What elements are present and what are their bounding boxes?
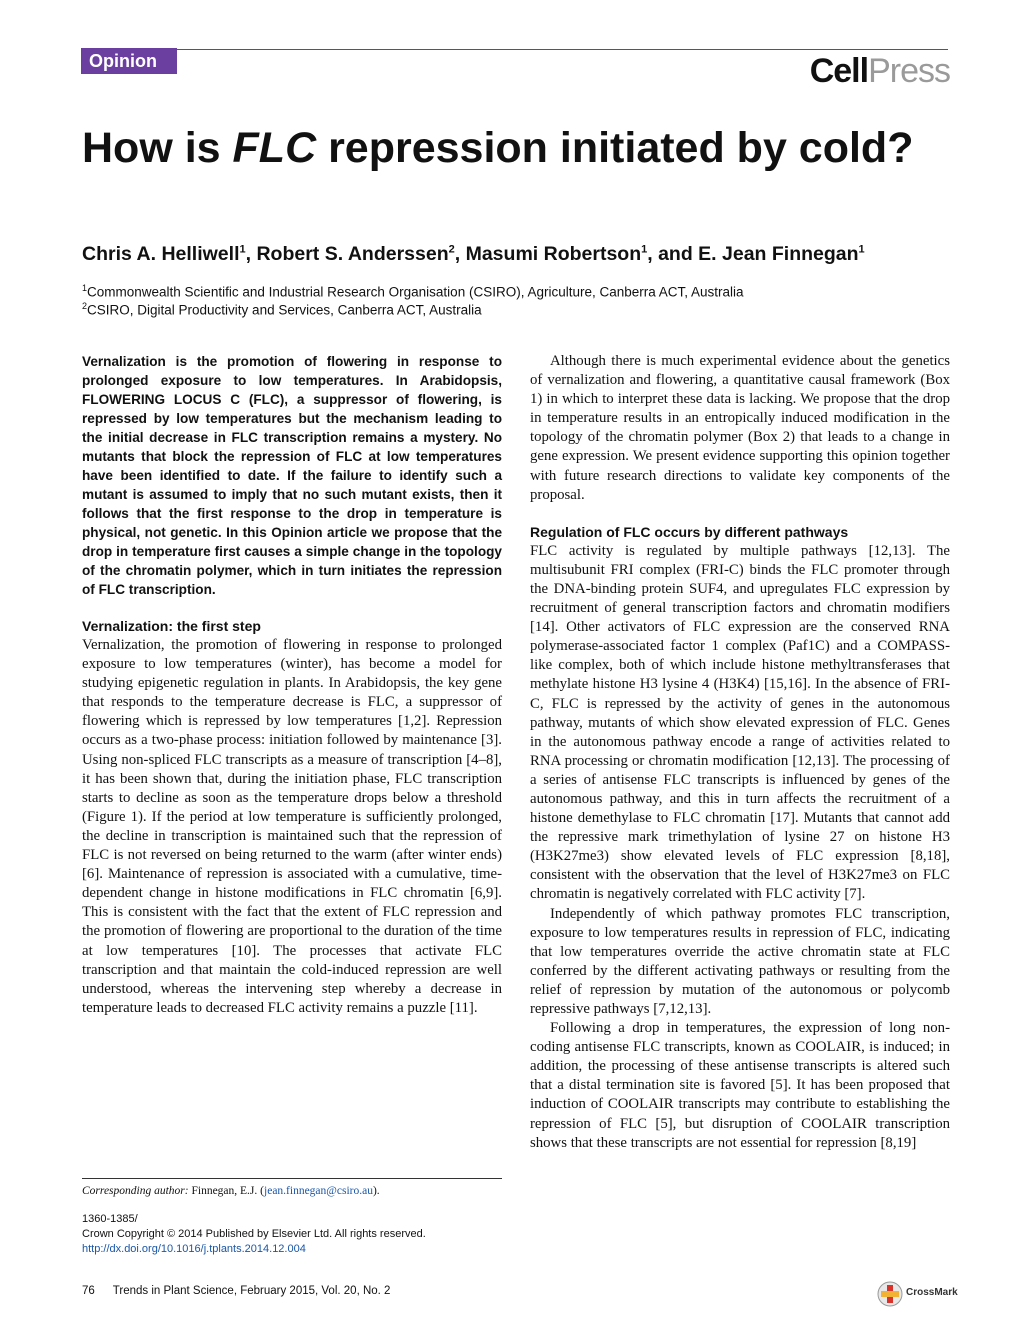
author: Chris A. Helliwell — [82, 243, 240, 265]
crossmark-badge[interactable] — [877, 1281, 957, 1307]
doi-link[interactable]: http://dx.doi.org/10.1016/j.tplants.2014.12.004 — [82, 1243, 306, 1255]
page-footer — [82, 1285, 390, 1297]
cellpress-logo — [810, 52, 950, 91]
abstract: Vernalization is the promotion of flowering in response to prolonged exposure to low temperatures. In Arabidopsis, FLOWERING LOCUS C (FLC), a suppressor of flowering, is repressed by low temperatures but the mechanism leading to the initial decrease in FLC transcription remains a mystery. No mutants that block the repression of FLC at low temperatures have been identified to date. If the failure to identify such a mutant is assumed to imply that no such mutant exists, then it follows that the first response to the drop in temperature is physical, not genetic. In this Opinion article we propose that the drop in temperature first causes a simple change in the topology of the chromatin polymer, which in turn initiates the repression of FLC transcription. — [82, 354, 502, 597]
left-column — [82, 352, 502, 1018]
author-list: Chris A. Helliwell$^1$, Robert S. Anderssen$^2$, Masumi Robertson$^1$, and E. Jean Finnegan$^1$ — [82, 243, 865, 265]
body-paragraph: Vernalization, the promotion of flowering in response to prolonged exposure to low temperatures (winter), has become a model for studying epigenetic regulation in plants. In Arabidopsis, the key gene that responds to the temperature decrease is FLC, a suppressor of flowering which is repressed by low temperatures [1,2]. Repression occurs as a two-phase process: initiation followed by maintenance [3]. Using non-spliced FLC transcripts as a measure of transcription [4–8], it has been shown that, during the initiation phase, FLC transcription starts to decline as soon as the temperature drops below a threshold (Figure 1). If the period at low temperature is sufficiently prolonged, the decline in transcription is maintained such that the repression of FLC is not reversed on being returned to the warm (after winter ends) [6]. Maintenance of repression is associated with a cumulative, time-dependent change in histone modifications in FLC chromatin [6,9]. This is consistent with the fact that the extent of FLC repression and the promotion of flowering are proportional to the duration of the time at low temperatures [10]. The processes that activate FLC transcription and that maintain the cold-induced repression are well understood, whereas the intervening step whereby a decrease in temperature leads to decreased FLC activity remains a puzzle [11]. — [82, 637, 502, 1016]
corresponding-author-note: Corresponding author: Finnegan, E.J. (jean.finnegan@csiro.au). — [82, 1178, 502, 1197]
right-column — [530, 352, 950, 1153]
affiliation: $^2$CSIRO, Digital Productivity and Services, Canberra ACT, Australia — [82, 301, 482, 318]
body-paragraph: FLC activity is regulated by multiple pathways [12,13]. The multisubunit FRI complex (FRI-C) binds the FLC promoter through the DNA-binding protein SUF4, and upregulates FLC expression by recruitment of general transcription factors and chromatin modifiers [14]. Other activators of FLC expression are the conserved RNA polymerase-associated factor 1 complex (Paf1C) and a COMPASS-like complex, both of which include histone methyltransferases that methylate histone H3 lysine 4 (H3K4) [15,16]. In the absence of FRI-C, FLC is repressed by the activity of genes in the autonomous pathway, mutants of which show elevated expression of FLC. Genes in the autonomous pathway encode a range of activities related to RNA processing or chromatin modification [12,13]. The processing of a series of antisense FLC transcripts is influenced by genes of the autonomous pathway, and this in turn affects the recruitment of a histone demethylase to FLC chromatin [17]. Mutants that cannot add the repressive mark trimethylation of lysine 27 on histone H3 (H3K27me3) show elevated levels of FLC expression [8,18], consistent with the observation that the level of H3K27me3 on FLC chromatin is negatively correlated with FLC activity [7]. — [530, 542, 950, 903]
article-type-tag: Opinion — [81, 48, 177, 74]
logo-cell: Cell — [809, 52, 869, 90]
author: Masumi Robertson — [465, 243, 642, 265]
affiliation: $^1$Commonwealth Scientific and Industrial Research Organisation (CSIRO), Agriculture, Canberra ACT, Australia — [82, 283, 744, 300]
email-link[interactable]: jean.finnegan@csiro.au — [264, 1185, 373, 1197]
crossmark-label: CrossMark — [906, 1287, 958, 1298]
journal-citation: Trends in Plant Science, February 2015, Vol. 20, No. 2 — [112, 1285, 391, 1297]
author: E. Jean Finnegan — [698, 243, 859, 265]
crossmark-icon — [877, 1281, 903, 1307]
page-number: 76 — [82, 1285, 95, 1297]
body-paragraph: Although there is much experimental evidence about the genetics of vernalization and flowering, a quantitative causal framework (Box 1) in which to interpret these data is lacking. We propose that the drop in temperature results in an entropically induced modification in the topology of the chromatin polymer (Box 2) that leads to a change in gene expression. We present evidence supporting this opinion together with future research directions to validate key components of the proposal. — [530, 353, 950, 503]
author: Robert S. Anderssen — [256, 243, 449, 265]
section-heading: Vernalization: the first step — [82, 618, 261, 634]
body-paragraph: Independently of which pathway promotes FLC transcription, exposure to low temperatures results in repression of FLC, indicating that low temperatures override the active chromatin state at FLC conferred by the different activating pathways or resulting from the relief of repression by mutation of the autonomous or polycomb repressive pathways [7,12,13]. — [530, 905, 950, 1017]
section-heading: Regulation of FLC occurs by different pathways — [530, 523, 849, 540]
header-rule — [177, 49, 948, 50]
publication-info: 1360-1385/ Crown Copyright © 2014 Published by Elsevier Ltd. All rights reserved. http://dx.doi.org/10.1016/j.tplants.2014.12.004 — [82, 1213, 426, 1255]
logo-press: Press — [868, 52, 950, 90]
body-paragraph: Following a drop in temperatures, the expression of long non-coding antisense FLC transcripts, known as COOLAIR, is induced; in addition, the processing of these antisense transcripts is altered such that a distal termination site is favored [5]. It has been proposed that induction of COOLAIR transcripts may contribute to establishing the repression of FLC [5], but disruption of COOLAIR transcription shows that these transcripts are not essential for repression [8,19] — [530, 1020, 950, 1151]
article-title: How is FLC repression initiated by cold? — [82, 124, 914, 172]
